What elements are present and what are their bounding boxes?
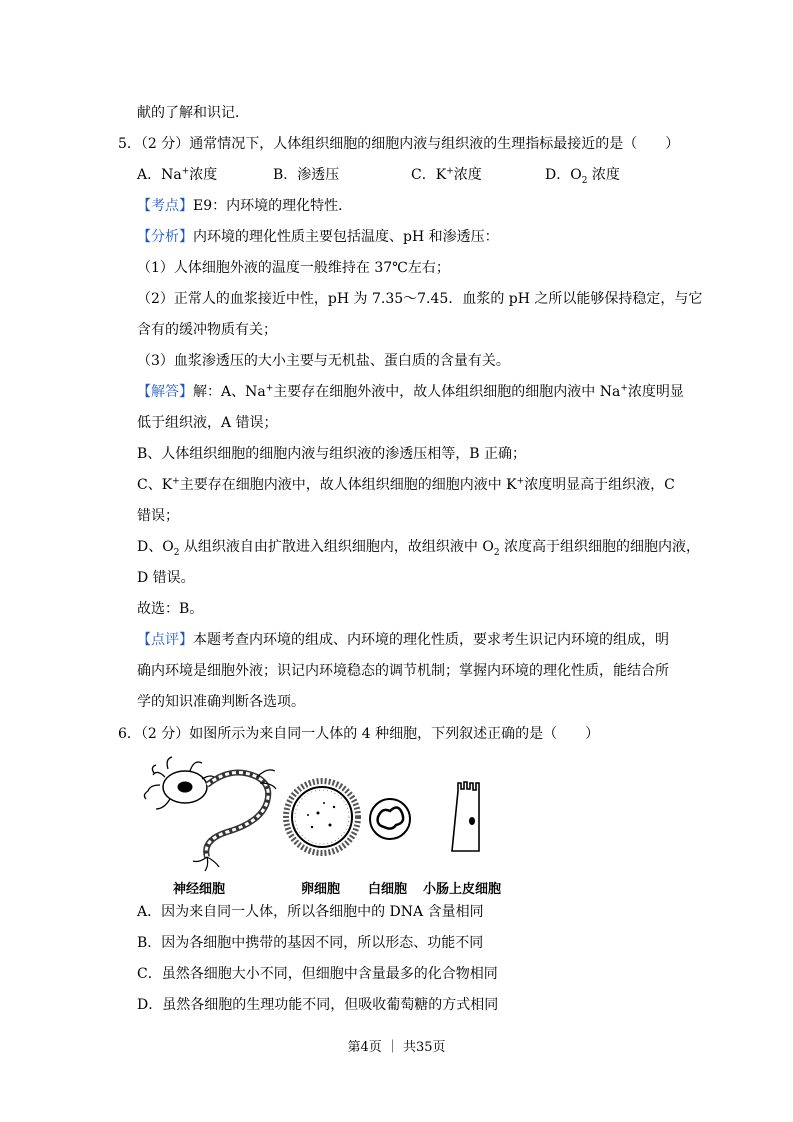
q6-option-d[interactable]: D．虽然各细胞的生理功能不同，但吸收葡萄糖的方式相同: [137, 997, 499, 1013]
label-neuron: 神经细胞: [173, 882, 226, 897]
label-egg-cell: 卵细胞: [301, 882, 341, 897]
q5-kaodian: 【考点】E9：内环境的理化特性．: [137, 198, 353, 214]
dianping-tag: 【点评】: [137, 632, 193, 648]
q5-option-c[interactable]: C．K+浓度: [411, 166, 482, 183]
q5-jieda-b: B、人体组织细胞的细胞内液与组织液的渗透压相等，B 正确；: [137, 446, 527, 462]
q5-jieda-d: D、$O_2$ 从组织液自由扩散进入组织细胞内，故组织液中 $O_2$ 浓度高于组织细胞的细胞内液，: [137, 539, 701, 558]
q5-stem: 5．（2 分）通常情况下，人体组织细胞的细胞内液与组织液的生理指标最接近的是（ ）: [118, 136, 680, 152]
q5-option-b[interactable]: B．渗透压: [273, 167, 340, 183]
q6-stem: 6．（2 分）如图所示为来自同一人体的 4 种细胞，下列叙述正确的是（ ）: [118, 726, 600, 742]
q5-answer: 故选：B。: [137, 601, 204, 617]
cells-figure: [140, 755, 520, 875]
page-footer: 第4页 ｜ 共35页: [347, 1040, 446, 1055]
q5-fenxi-2b: 含有的缓冲物质有关；: [137, 322, 277, 338]
q5-jieda-a: 【解答】解：A、Na+主要存在细胞外液中，故人体组织细胞的细胞内液中 Na+浓度明显: [137, 383, 684, 400]
q5-option-d[interactable]: D．$O_2$ 浓度: [545, 167, 620, 186]
intestinal-cell-illustration: [452, 782, 479, 851]
q5-option-a[interactable]: A．Na+浓度: [137, 166, 218, 183]
q5-dianping-2: 确内环境是细胞外液；识记内环境稳态的调节机制；掌握内环境的理化性质，能结合所: [137, 663, 669, 679]
label-intestinal-cell: 小肠上皮细胞: [423, 882, 502, 897]
label-white-blood-cell: 白细胞: [368, 882, 408, 897]
q5-jieda-c: C、K+主要存在细胞内液中，故人体组织细胞的细胞内液中 K+浓度明显高于组织液，C: [137, 476, 675, 493]
q5-fenxi: 【分析】内环境的理化性质主要包括温度、pH 和渗透压：: [137, 229, 499, 245]
kaodian-tag: 【考点】: [137, 198, 193, 214]
neuron-illustration: [144, 757, 276, 871]
q5-fenxi-3: （3）血浆渗透压的大小主要与无机盐、蛋白质的含量有关。: [137, 353, 510, 369]
q5-jieda-c-cont: 错误；: [137, 508, 179, 524]
fenxi-tag: 【分析】: [137, 229, 193, 245]
white-blood-cell-illustration: [370, 799, 410, 839]
q5-fenxi-2a: （2）正常人的血浆接近中性，pH 为 7.35～7.45．血浆的 pH 之所以能够保持稳定，与它: [137, 291, 703, 307]
jieda-tag: 【解答】: [137, 384, 193, 400]
q5-dianping: 【点评】本题考查内环境的组成、内环境的理化性质，要求考生识记内环境的组成，明: [137, 632, 669, 648]
q5-jieda-d-cont: D 错误。: [137, 570, 195, 586]
egg-cell-illustration: [286, 781, 358, 853]
q6-option-b[interactable]: B．因为各细胞中携带的基因不同，所以形态、功能不同: [137, 935, 484, 951]
previous-answer-tail: 献的了解和识记．: [137, 105, 249, 121]
q5-fenxi-1: （1）人体细胞外液的温度一般维持在 37℃左右；: [137, 260, 450, 276]
q6-option-c[interactable]: C．虽然各细胞大小不同，但细胞中含量最多的化合物相同: [137, 966, 498, 982]
q5-jieda-a-cont: 低于组织液，A 错误；: [137, 415, 278, 431]
q6-option-a[interactable]: A．因为来自同一人体，所以各细胞中的 DNA 含量相同: [137, 904, 484, 920]
q5-dianping-3: 学的知识准确判断各选项。: [137, 694, 305, 710]
